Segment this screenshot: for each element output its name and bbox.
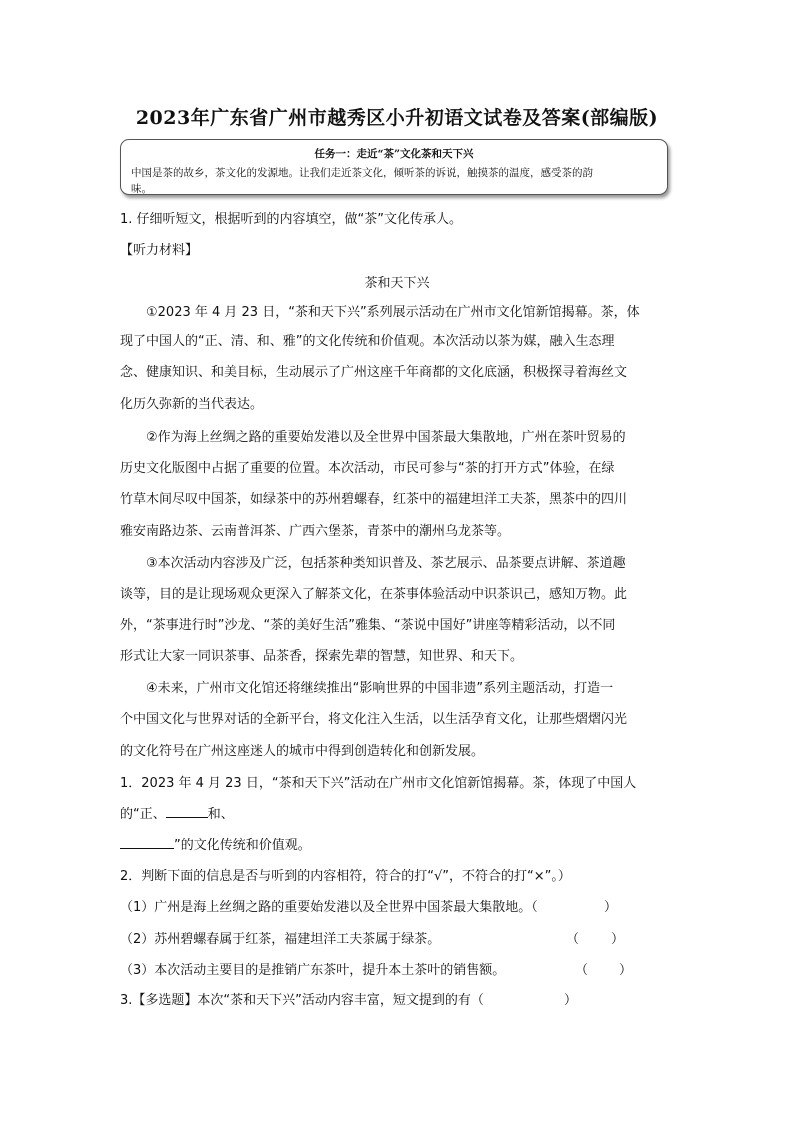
sub-question-2-prompt: 2．判断下面的信息是否与听到的内容相符，符合的打“√”，不符合的打“×”。）: [120, 869, 571, 884]
sub-question-1-line-2: [120, 803, 234, 822]
task-box: [120, 139, 668, 195]
sub-question-3-answer-close[interactable]: ）: [564, 993, 578, 1008]
judgment-item-2-answer-close[interactable]: ）: [611, 932, 625, 947]
document-title: 2023年广东省广州市越秀区小升初语文试卷及答案(部编版): [135, 107, 659, 129]
paragraph-1-line: 化历久弥新的当代表达。: [120, 397, 264, 412]
judgment-item-3-answer-open[interactable]: （: [575, 963, 589, 978]
paragraph-3-line: 形式让大家一同识茶事、品茶香，探索先辈的智慧，知世界、和天下。: [120, 649, 524, 664]
paragraph-3-line: 谈等，目的是让现场观众更深入了解茶文化，在茶事体验活动中识茶识己，感知万物。此: [120, 587, 628, 602]
paragraph-1-line: 现了中国人的“正、清、和、雅”的文化传统和价值观。本次活动以茶为媒，融入生态理: [120, 334, 615, 349]
sub-question-1-text-a: 的“正、: [120, 807, 166, 822]
judgment-item-1-answer-close[interactable]: ）: [604, 900, 618, 915]
sub-question-1-line-1: 1．2023 年 4 月 23 日，“茶和天下兴”活动在广州市文化馆新馆揭幕。茶，体现了中国人: [120, 776, 637, 791]
paragraph-4-line: 的文化符号在广州这座迷人的城市中得到创造转化和创新发展。: [120, 744, 485, 759]
judgment-item-3: （3）本次活动主要目的是推销广东茶叶，提升本土茶叶的销售额。: [120, 963, 506, 978]
paragraph-4-line: ④未来，广州市文化馆还将继续推出“影响世界的中国非遗”系列主题活动，打造一: [146, 681, 614, 696]
task-intro-line-2: 味。: [131, 183, 152, 195]
paragraph-2-line: 竹草木间尽叹中国茶，如绿茶中的苏州碧螺春，红茶中的福建坦洋工夫茶，黑茶中的四川: [120, 492, 628, 507]
material-label: 【听力材料】: [120, 243, 199, 258]
judgment-item-2-answer-open[interactable]: （: [566, 932, 580, 947]
task-intro-line-1: 中国是茶的故乡，茶文化的发源地。让我们走近茶文化，倾听茶的诉说，触摸茶的温度，感受茶的韵: [131, 167, 593, 179]
paragraph-2-line: 历史文化版图中占据了重要的位置。本次活动，市民可参与“茶的打开方式”体验，在绿: [120, 461, 615, 476]
task-title: 任务一：走近“茶”文化茶和天下兴: [314, 148, 474, 160]
paragraph-2-line: 雅安南路边茶、云南普洱茶、广西六堡茶，青茶中的潮州乌龙茶等。: [120, 524, 511, 539]
sub-question-1-line-3: [120, 834, 311, 853]
answer-blank-2[interactable]: [120, 836, 174, 849]
paragraph-3-line: 外，“茶事进行时”沙龙、“茶的美好生活”雅集、“茶说中国好”讲座等精彩活动，以不同: [120, 618, 616, 633]
paragraph-3-line: ③本次活动内容涉及广泛，包括茶种类知识普及、茶艺展示、品茶要点讲解、茶道趣: [146, 556, 626, 571]
answer-blank-1[interactable]: [166, 805, 208, 818]
paragraph-1-line: 念、健康知识、和美目标，生动展示了广州这座千年商都的文化底涵，积极探寻着海丝文: [120, 365, 628, 380]
sub-question-1-text-b: 和、: [207, 807, 234, 822]
sub-question-3-prompt: 3.【多选题】本次“茶和天下兴”活动内容丰富，短文提到的有（: [120, 993, 484, 1008]
paragraph-4-line: 个中国文化与世界对话的全新平台，将文化注入生活，以生活孕育文化，让那些熠熠闪光: [120, 712, 628, 727]
question-1-prompt: 1. 仔细听短文，根据听到的内容填空，做“茶”文化传承人。: [120, 212, 463, 227]
paragraph-1-line: ①2023 年 4 月 23 日，“茶和天下兴”系列展示活动在广州市文化馆新馆揭幕。茶，体: [146, 305, 640, 320]
judgment-item-2: （2）苏州碧螺春属于红茶，福建坦洋工夫茶属于绿茶。: [120, 932, 441, 947]
sub-question-1-text-c: ”的文化传统和价值观。: [174, 838, 311, 853]
paragraph-2-line: ②作为海上丝绸之路的重要始发港以及全世界中国茶最大集散地，广州在茶叶贸易的: [146, 430, 626, 445]
material-title: 茶和天下兴: [364, 276, 430, 291]
judgment-item-3-answer-close[interactable]: ）: [619, 963, 633, 978]
judgment-item-1: （1）广州是海上丝绸之路的重要始发港以及全世界中国茶最大集散地。（: [120, 900, 538, 915]
